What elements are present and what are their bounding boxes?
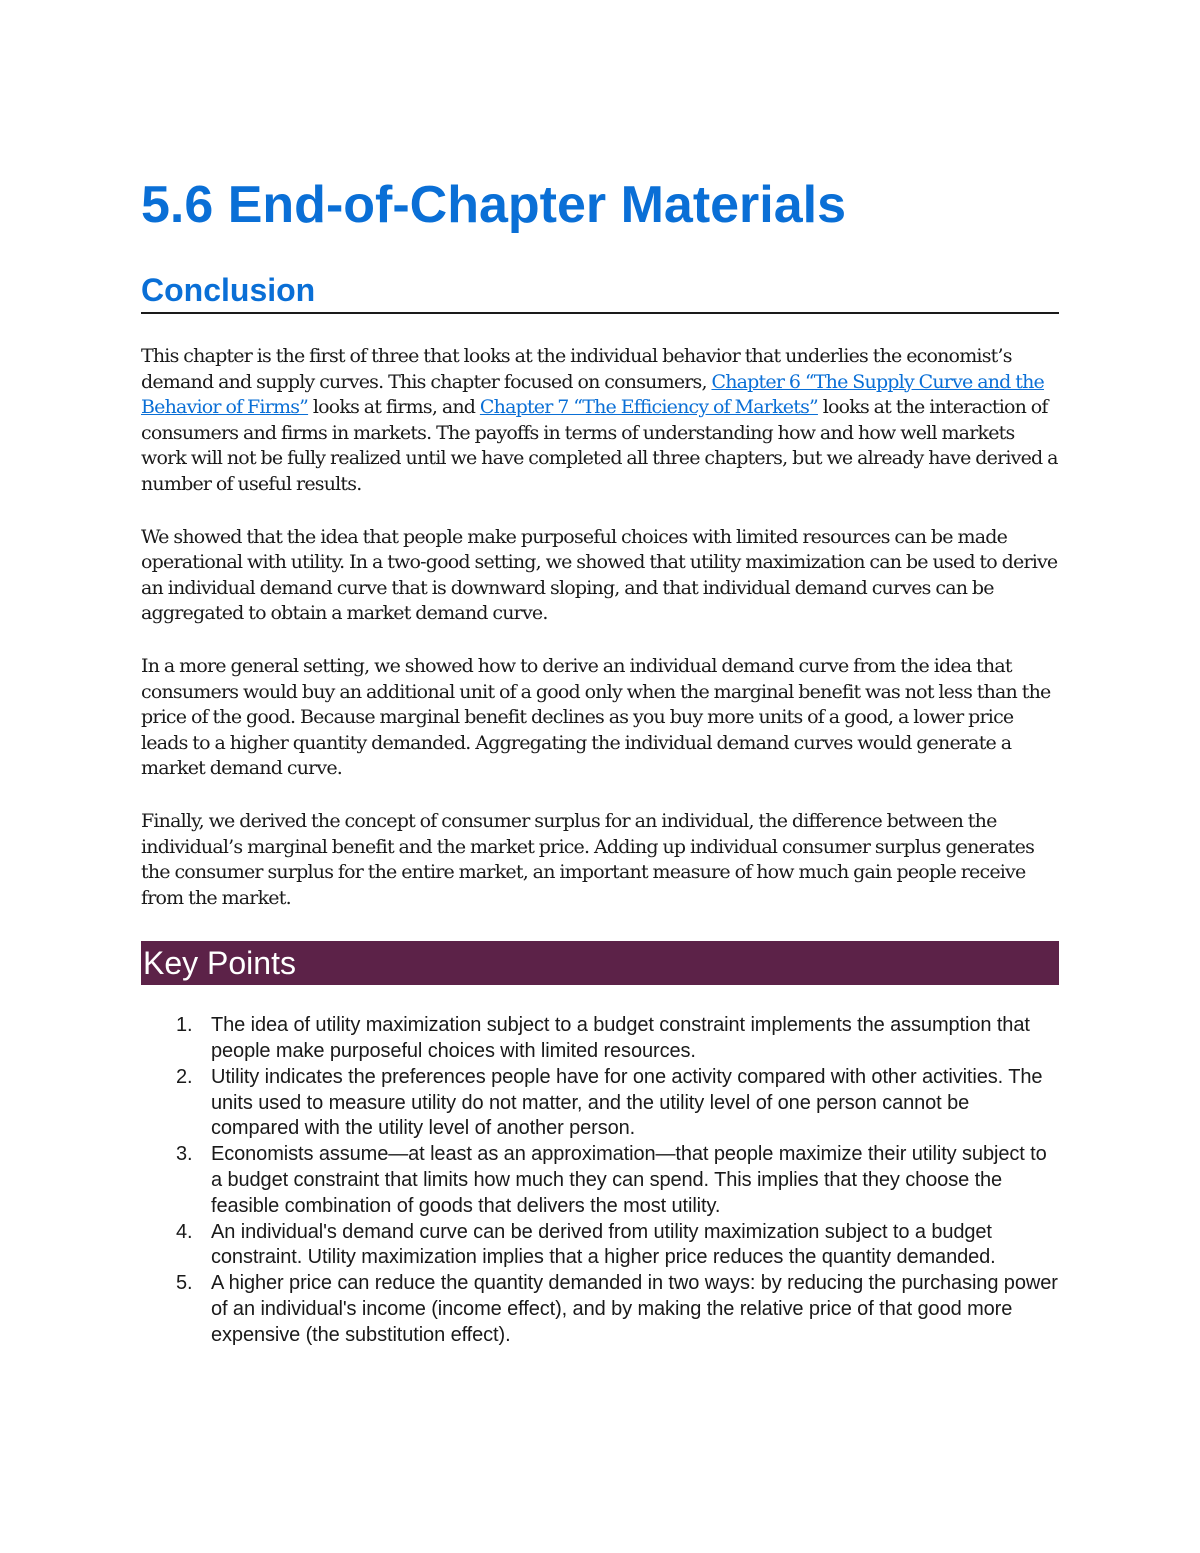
list-item-text: Utility indicates the preferences people have for one activity compared with other activities. The units used to measure utility do not matter, and the utility level of one person cannot be compared with the utility level of another person. — [211, 1065, 1043, 1140]
list-item-text: The idea of utility maximization subject to a budget constraint implements the assumption that people make purposeful choices with limited resources. — [211, 1014, 1030, 1063]
chapter-7-link[interactable]: Chapter 7 “The Efficiency of Markets” — [479, 396, 818, 419]
list-item — [141, 1142, 1059, 1219]
list-item — [141, 1013, 1059, 1065]
list-item-number: 3. — [176, 1143, 193, 1166]
document-page — [141, 172, 1059, 1349]
chapter-6-link[interactable]: Chapter 6 “The Supply Curve and the Behavior of Firms” — [141, 370, 1044, 419]
list-item-number: 4. — [176, 1220, 193, 1243]
conclusion-paragraph-2: We showed that the idea that people make purposeful choices with limited resources can be made operational with utility. In a two-good setting, we showed that utility maximization can be used to derive an individual demand curve that is downward sloping, and that individual demand curves can be aggregated to obtain a market demand curve. — [141, 525, 1058, 625]
list-item — [141, 1220, 1059, 1272]
list-item-number: 2. — [176, 1065, 193, 1088]
paragraph-text: looks at firms, and — [308, 396, 480, 419]
conclusion-heading: Conclusion — [141, 270, 1059, 314]
paragraph-text: looks at the interaction of consumers and firms in markets. The payoffs in terms of understanding how and how well markets work will not be fully realized until we have completed all three chapters, but we already have derived a number of useful results. — [141, 396, 1058, 495]
conclusion-paragraph-4: Finally, we derived the concept of consumer surplus for an individual, the difference between the individual’s marginal benefit and the market price. Adding up individual consumer surplus generates the consumer surplus for the entire market, an important measure of how much gain people receive from the market. — [141, 809, 1035, 909]
page-title: 5.6 End-of-Chapter Materials — [141, 176, 847, 234]
list-item-text: Economists assume—at least as an approximation—that people maximize their utility subject to a budget constraint that limits how much they can spend. This implies that they choose the feasible combination of goods that delivers the most utility. — [211, 1143, 1047, 1217]
key-points-list — [141, 1013, 1059, 1348]
list-item — [141, 1271, 1059, 1348]
list-item-text: A higher price can reduce the quantity demanded in two ways: by reducing the purchasing power of an individual's income (income effect), and by making the relative price of that good more expensive (the substitution effect). — [211, 1272, 1058, 1346]
key-points-heading: Key Points — [141, 941, 1059, 985]
list-item-number: 1. — [176, 1014, 193, 1037]
conclusion-paragraph-1 — [141, 344, 1059, 498]
list-item-number: 5. — [176, 1272, 193, 1295]
paragraph-text: This chapter is the first of three that looks at the individual behavior that underlies the economist’s demand and supply curves. This chapter focused on consumers, — [141, 345, 1012, 393]
conclusion-paragraph-3: In a more general setting, we showed how to derive an individual demand curve from the idea that consumers would buy an additional unit of a good only when the marginal benefit was not less than the price of the good. Because marginal benefit declines as you buy more units of a good, a lower price leads to a higher quantity demanded. Aggregating the individual demand curves would generate a market demand curve. — [141, 654, 1051, 780]
list-item — [141, 1065, 1059, 1142]
list-item-text: An individual's demand curve can be derived from utility maximization subject to a budget constraint. Utility maximization implies that a higher price reduces the quantity demanded. — [211, 1220, 996, 1269]
